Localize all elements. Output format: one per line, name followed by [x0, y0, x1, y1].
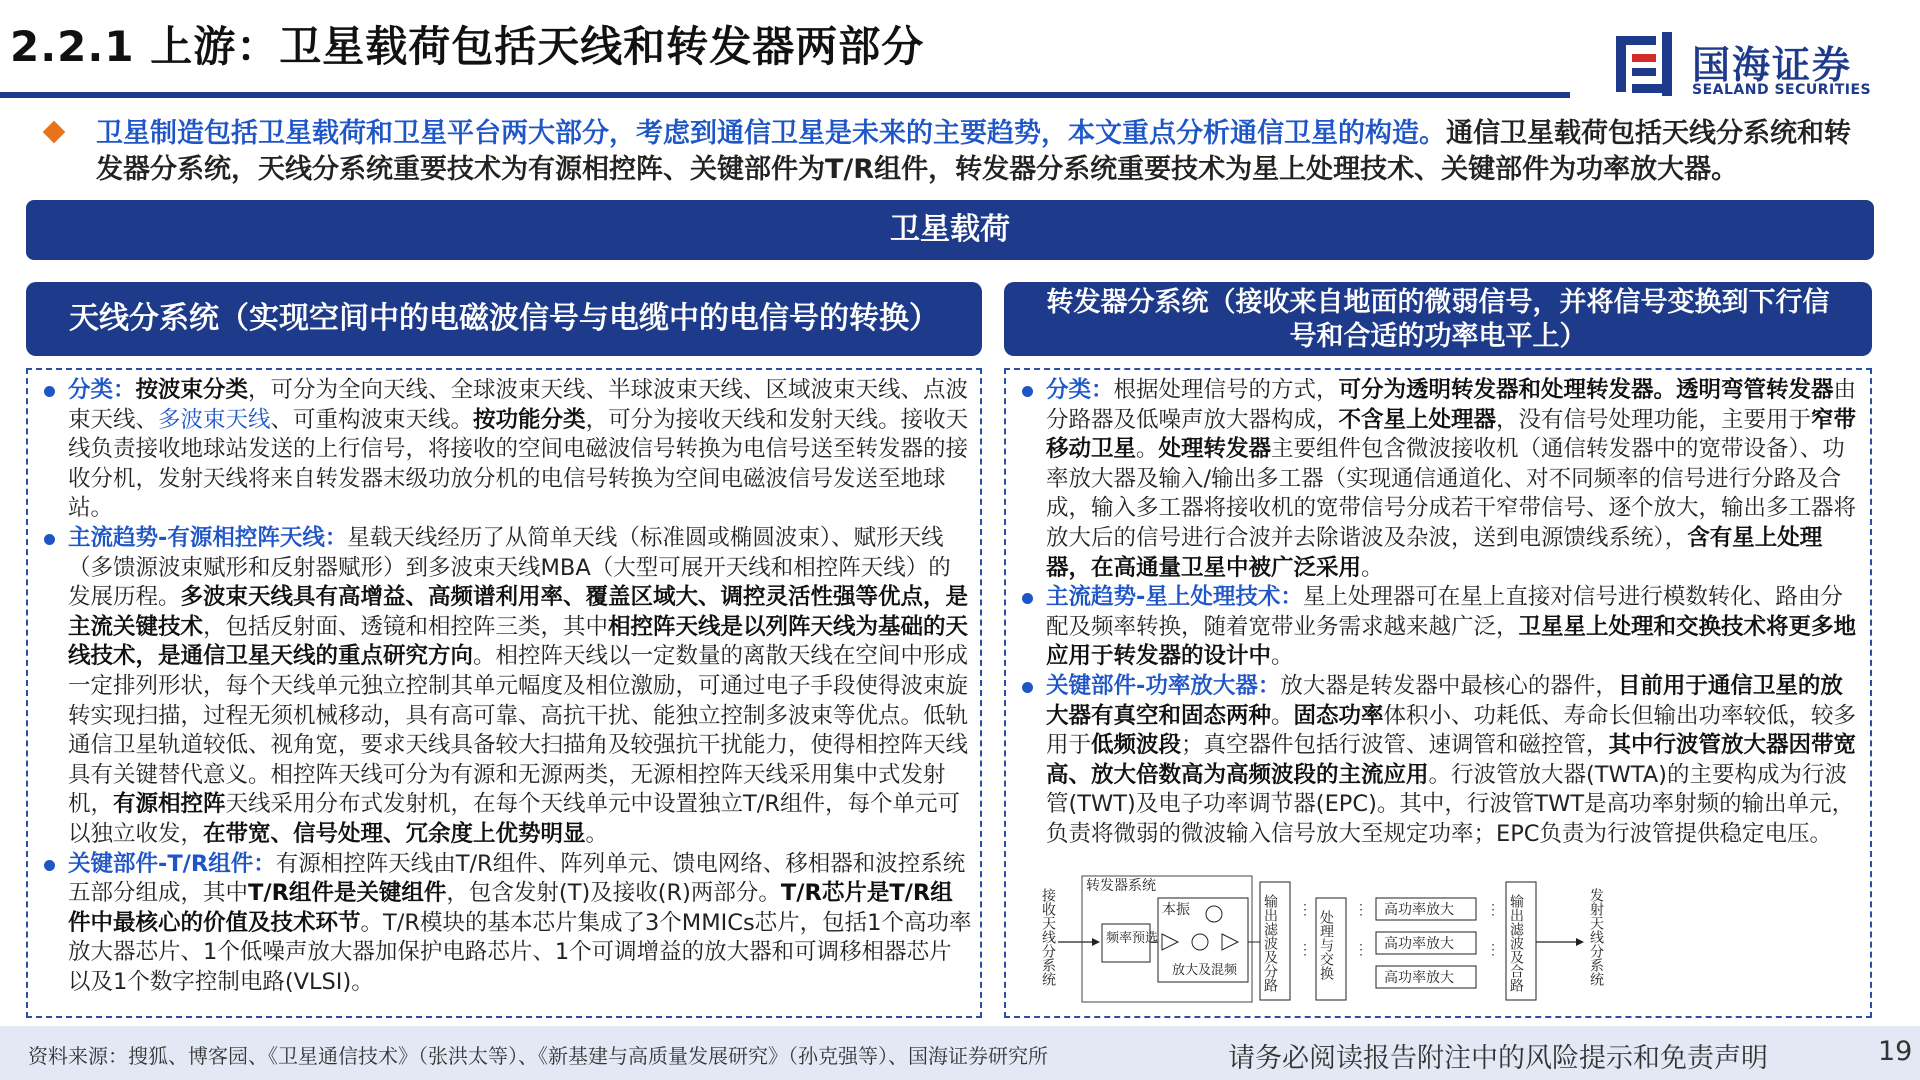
page-title: 2.2.1 上游：卫星载荷包括天线和转发器两部分	[10, 22, 925, 71]
title-underline	[0, 92, 1570, 98]
logo-en-text: SEALAND SECURITIES	[1692, 82, 1872, 98]
svg-text:⋮: ⋮	[1486, 942, 1500, 958]
svg-text:⋮: ⋮	[1486, 902, 1500, 918]
diagram-input-filter: 输出滤波及分路	[1262, 894, 1278, 992]
diagram-output-filter: 输出滤波及合路	[1508, 894, 1524, 992]
intro-rest: 通信卫星载荷包括天线分系统和转发器分系统，天线分系统重要技术为有源相控阵、关键部件为T/R组件，转发器分系统重要技术为星上处理技术、关键部件为功率放大器。	[96, 118, 1851, 185]
diagram-hpa-3: 高功率放大	[1384, 970, 1454, 986]
list-item: 分类：按波束分类，可分为全向天线、全球波束天线、半球波束天线、区域波束天线、点波束天线、多波束天线、可重构波束天线。按功能分类，可分为接收天线和发射天线。接收天线负责接收地球站发送的上行信号，将接收的空间电磁波信号转换为电信号送至转发器的接收分机，发射天线将来自转发器末级功放分机的电信号转换为空间电磁波信号发送至地球站。	[42, 376, 972, 524]
list-item: 分类：根据处理信号的方式，可分为透明转发器和处理转发器。透明弯管转发器由分路器及低噪声放大器构成，不含星上处理器，没有信号处理功能，主要用于窄带移动卫星。处理转发器主要组件包含微波接收机（通信转发器中的宽带设备）、功率放大器及输入/输出多工器（实现通信通道化、对不同频率的信号进行分路及合成，输入多工器将接收机的宽带信号分成若干窄带信号、逐个放大，输出多工器将放大后的信号进行合波并去除谐波及杂波，送到电源馈线系统），含有星上处理器，在高通量卫星中被广泛采用。	[1020, 376, 1862, 583]
disclaimer-text: 请务必阅读报告附注中的风险提示和免责声明	[1228, 1043, 1768, 1074]
list-item: 主流趋势-有源相控阵天线：星载天线经历了从简单天线（标准圆或椭圆波束）、赋形天线（多馈源波束赋形和反射器赋形）到多波束天线MBA（大型可展开天线和相控阵天线）的发展历程。多波束天线具有高增益、高频谱利用率、覆盖区域大、调控灵活性强等优点，是主流关键技术，包括反射面、透镜和相控阵三类，其中相控阵天线是以列阵天线为基础的天线技术，是通信卫星天线的重点研究方向。相控阵天线以一定数量的离散天线在空间中形成一定排列形状，每个天线单元独立控制其单元幅度及相位激励，可通过电子手段使得波束旋转实现扫描，过程无须机械移动，具有高可靠、高抗干扰、能独立控制多波束等优点。低轨通信卫星轨道较低、视角宽，要求天线具备较大扫描角及较强抗干扰能力，使得相控阵天线具有关键替代意义。相控阵天线可分为有源和无源两类，无源相控阵天线采用集中式发射机，有源相控阵天线采用分布式发射机，在每个天线单元中设置独立T/R组件，每个单元可以独立收发，在带宽、信号处理、冗余度上优势明显。	[42, 524, 972, 850]
svg-text:⋮: ⋮	[1354, 902, 1368, 918]
diagram-processing: 处理与交换	[1318, 910, 1334, 980]
transponder-header-line2: 号和合适的功率电平上）	[1289, 321, 1587, 352]
antenna-subsystem-box	[26, 368, 982, 1018]
diagram-hpa-1: 高功率放大	[1384, 902, 1454, 918]
diagram-oscillator: 本振	[1162, 902, 1190, 918]
transponder-header-line1: 转发器分系统（接收来自地面的微弱信号，并将信号变换到下行信	[1046, 287, 1830, 318]
transponder-diagram	[1036, 868, 1856, 1008]
transponder-subsystem-header	[1004, 282, 1872, 356]
page-number: 19	[1878, 1036, 1913, 1067]
svg-text:⋮: ⋮	[1298, 942, 1312, 958]
company-logo	[1612, 28, 1912, 106]
logo-cn-text: 国海证券	[1692, 43, 1853, 87]
diagram-input-label: 接收天线分系统	[1040, 888, 1056, 986]
diagram-output-label: 发射天线分系统	[1588, 888, 1604, 986]
svg-text:⋮: ⋮	[1298, 902, 1312, 918]
diagram-hpa-2: 高功率放大	[1384, 936, 1454, 952]
list-item: 主流趋势-星上处理技术：星上处理器可在星上直接对信号进行模数转化、路由分配及频率转换，随着宽带业务需求越来越广泛，卫星星上处理和交换技术将更多地应用于转发器的设计中。	[1020, 583, 1862, 672]
intro-paragraph	[46, 116, 1876, 188]
diagram-mixer: 放大及混频	[1172, 963, 1238, 978]
list-item: 关键部件-T/R组件：有源相控阵天线由T/R组件、阵列单元、馈电网络、移相器和波控系统五部分组成，其中T/R组件是关键组件，包含发射(T)及接收(R)两部分。T/R芯片是T/R组件中最核心的价值及技术环节。T/R模块的基本芯片集成了3个MMICs芯片，包括1个高功率放大器芯片、1个低噪声放大器加保护电路芯片、1个可调增益的放大器和可调移相器芯片以及1个数字控制电路(VLSI)。	[42, 850, 972, 998]
diamond-bullet-icon	[43, 121, 66, 144]
sealand-logo-icon	[1612, 28, 1682, 100]
svg-text:⋮: ⋮	[1354, 942, 1368, 958]
payload-banner: 卫星载荷	[26, 200, 1874, 260]
source-note: 资料来源：搜狐、博客园、《卫星通信技术》（张洪太等）、《新基建与高质量发展研究》（孙克强等）、国海证券研究所	[28, 1044, 1048, 1068]
antenna-subsystem-header: 天线分系统（实现空间中的电磁波信号与电缆中的电信号的转换）	[26, 282, 982, 356]
intro-highlight: 卫星制造包括卫星载荷和卫星平台两大部分，考虑到通信卫星是未来的主要趋势，本文重点分析通信卫星的构造。	[96, 118, 1446, 149]
diagram-group-label: 转发器系统	[1086, 878, 1156, 894]
list-item: 关键部件-功率放大器：放大器是转发器中最核心的器件，目前用于通信卫星的放大器有真空和固态两种。固态功率体积小、功耗低、寿命长但输出功率较低，较多用于低频波段；真空器件包括行波管、速调管和磁控管，其中行波管放大器因带宽高、放大倍数高为高频波段的主流应用。行波管放大器(TWTA)的主要构成为行波管(TWT)及电子功率调节器(EPC)。其中，行波管TWT是高功率射频的输出单元，负责将微弱的微波输入信号放大至规定功率；EPC负责为行波管提供稳定电压。	[1020, 672, 1862, 850]
diagram-preselect: 频率预选	[1106, 931, 1159, 946]
